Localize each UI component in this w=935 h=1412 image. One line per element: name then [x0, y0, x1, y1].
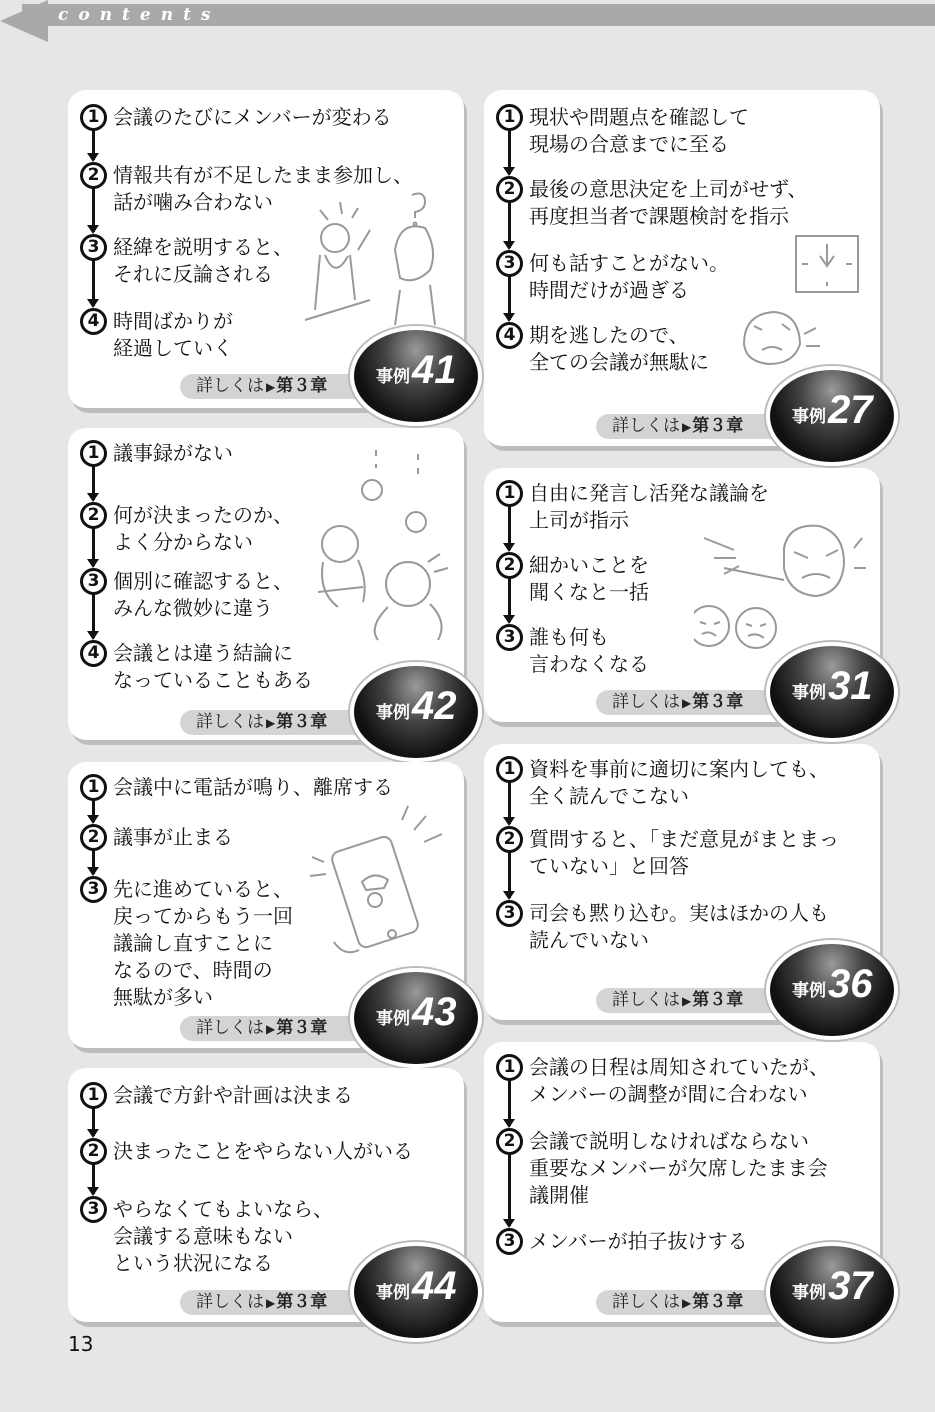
step-number: 2: [496, 176, 523, 203]
step-number: 2: [496, 1128, 523, 1155]
case-label: 事例: [376, 703, 410, 723]
angry-boss-illustration: [694, 508, 869, 658]
step-text: 細かいことを 聞くなと一括: [529, 553, 649, 604]
step-number: 3: [496, 1228, 523, 1255]
step-number: 1: [496, 104, 523, 131]
step-number: 3: [80, 568, 107, 595]
step-text: 会議のたびにメンバーが変わる: [113, 105, 392, 129]
confused-people-illustration: [308, 442, 458, 642]
step-text: 現状や問題点を確認して 現場の合意までに至る: [529, 105, 749, 156]
step-text: 議事が止まる: [113, 825, 233, 849]
step-text: 何も話すことがない。 時間だけが過ぎる: [529, 251, 729, 302]
step-number: 2: [80, 162, 107, 189]
step-number: 1: [496, 480, 523, 507]
step-text: 期を逃したので、 全ての会議が無駄に: [529, 323, 709, 374]
detail-label: 詳しくは: [612, 416, 680, 436]
play-triangle-icon: ▶: [266, 716, 276, 730]
case-label: 事例: [792, 407, 826, 427]
flow-arrow: [508, 506, 511, 550]
step-3: [80, 1196, 333, 1277]
step-number: 1: [80, 774, 107, 801]
detail-label: 詳しくは: [612, 1292, 680, 1312]
step-number: 1: [496, 1054, 523, 1081]
step-4: [496, 322, 709, 376]
case-badge: [766, 366, 898, 466]
play-triangle-icon: ▶: [682, 994, 692, 1008]
step-text: メンバーが拍子抜けする: [529, 1229, 748, 1253]
chapter-label: 第３章: [276, 712, 328, 732]
play-triangle-icon: ▶: [266, 1296, 276, 1310]
case-card-44[interactable]: [68, 1068, 464, 1322]
case-number: 41: [412, 348, 457, 392]
step-2: [496, 826, 839, 880]
case-number: 44: [412, 1264, 457, 1308]
step-number: 2: [80, 1138, 107, 1165]
step-text: 会議で説明しなければならない 重要なメンバーが欠席したまま会 議開催: [529, 1129, 828, 1207]
flow-arrow: [508, 130, 511, 174]
case-card-36[interactable]: [484, 744, 880, 1020]
step-text: 司会も黙り込む。実はほかの人も 読んでいない: [529, 901, 829, 952]
case-card-37[interactable]: [484, 1042, 880, 1322]
page-number: 13: [68, 1332, 94, 1356]
flow-arrow: [508, 852, 511, 898]
play-triangle-icon: ▶: [682, 1296, 692, 1310]
step-text: 会議で方針や計画は決まる: [113, 1083, 353, 1107]
step-text: 会議の日程は周知されていたが、 メンバーの調整が間に合わない: [529, 1055, 829, 1106]
case-card-41[interactable]: [68, 90, 464, 408]
step-1: [80, 440, 233, 467]
step-1: [496, 104, 749, 158]
step-3: [80, 876, 293, 1011]
step-text: 個別に確認すると、 みんな微妙に違う: [113, 569, 293, 620]
step-3: [80, 568, 293, 622]
case-badge: [766, 642, 898, 742]
step-number: 2: [80, 824, 107, 851]
detail-label: 詳しくは: [196, 1018, 264, 1038]
chapter-label: 第３章: [692, 416, 744, 436]
step-text: やらなくてもよいなら、 会議する意味もない という状況になる: [113, 1197, 333, 1275]
step-number: 4: [80, 308, 107, 335]
step-3: [496, 624, 649, 678]
header-title: contents: [58, 5, 221, 25]
detail-label: 詳しくは: [612, 692, 680, 712]
case-card-43[interactable]: [68, 762, 464, 1048]
flow-arrow: [508, 276, 511, 320]
step-text: 会議とは違う結論に なっていることもある: [113, 641, 313, 692]
detail-label: 詳しくは: [196, 712, 264, 732]
step-text: 先に進めていると、 戻ってからもう一回 議論し直すことに なるので、時間の 無駄が多い: [113, 877, 293, 1009]
case-label: 事例: [376, 1009, 410, 1029]
flow-arrow: [92, 466, 95, 500]
arguing-people-illustration: [300, 190, 440, 330]
flow-arrow: [508, 578, 511, 622]
step-number: 1: [80, 104, 107, 131]
step-1: [80, 1082, 353, 1109]
step-number: 3: [496, 900, 523, 927]
case-number: 37: [828, 1264, 873, 1308]
step-text: 最後の意思決定を上司がせず、 再度担当者で課題検討を指示: [529, 177, 808, 228]
step-2: [80, 502, 293, 556]
step-1: [80, 774, 393, 801]
chapter-label: 第３章: [276, 1018, 328, 1038]
case-badge: [350, 968, 482, 1068]
flow-arrow: [92, 1164, 95, 1194]
case-badge: [766, 1242, 898, 1342]
step-number: 3: [80, 1196, 107, 1223]
case-card-42[interactable]: [68, 428, 464, 740]
step-number: 2: [80, 502, 107, 529]
step-4: [80, 308, 233, 362]
step-number: 3: [80, 234, 107, 261]
case-label: 事例: [792, 683, 826, 703]
step-4: [80, 640, 313, 694]
case-label: 事例: [792, 981, 826, 1001]
step-3: [496, 1228, 748, 1255]
play-triangle-icon: ▶: [266, 380, 276, 394]
play-triangle-icon: ▶: [682, 420, 692, 434]
step-text: 会議中に電話が鳴り、離席する: [113, 775, 393, 799]
chapter-label: 第３章: [692, 692, 744, 712]
case-badge: [350, 326, 482, 426]
step-2: [496, 552, 649, 606]
step-number: 1: [496, 756, 523, 783]
step-number: 3: [496, 250, 523, 277]
flow-arrow: [508, 1154, 511, 1226]
step-2: [80, 1138, 413, 1165]
case-label: 事例: [376, 1283, 410, 1303]
flow-arrow: [508, 1080, 511, 1126]
back-arrow-icon: [0, 0, 48, 42]
step-text: 時間ばかりが 経過していく: [113, 309, 233, 360]
step-2: [80, 824, 233, 851]
chapter-label: 第３章: [692, 990, 744, 1010]
case-label: 事例: [792, 1283, 826, 1303]
case-badge: [350, 1242, 482, 1342]
step-text: 経緯を説明すると、 それに反論される: [113, 235, 293, 286]
case-number: 31: [828, 664, 873, 708]
flow-arrow: [92, 188, 95, 232]
flow-arrow: [92, 260, 95, 306]
step-3: [496, 250, 729, 304]
step-text: 何が決まったのか、 よく分からない: [113, 503, 293, 554]
case-card-31[interactable]: [484, 468, 880, 722]
case-badge: [350, 662, 482, 762]
step-number: 4: [80, 640, 107, 667]
step-text: 質問すると、「まだ意見がまとまっ ていない」と回答: [529, 827, 839, 878]
step-2: [496, 176, 807, 230]
step-1: [496, 756, 829, 810]
case-number: 36: [828, 962, 873, 1006]
flow-arrow: [92, 528, 95, 566]
step-text: 資料を事前に適切に案内しても、 全く読んでこない: [529, 757, 829, 808]
flow-arrow: [92, 800, 95, 822]
step-text: 議事録がない: [113, 441, 233, 465]
flow-arrow: [508, 782, 511, 824]
flow-arrow: [508, 202, 511, 248]
step-number: 1: [80, 1082, 107, 1109]
case-label: 事例: [376, 367, 410, 387]
step-text: 情報共有が不足したまま参加し、 話が噛み合わない: [113, 163, 413, 214]
step-number: 2: [496, 826, 523, 853]
case-card-27[interactable]: [484, 90, 880, 446]
step-3: [80, 234, 293, 288]
case-number: 42: [412, 684, 457, 728]
flow-arrow: [92, 850, 95, 874]
detail-label: 詳しくは: [196, 1292, 264, 1312]
chapter-label: 第３章: [276, 1292, 328, 1312]
chapter-label: 第３章: [276, 376, 328, 396]
ringing-phone-illustration: [304, 802, 454, 962]
step-1: [80, 104, 392, 131]
clock-and-sad-person-illustration: [734, 234, 864, 374]
case-number: 43: [412, 990, 457, 1034]
step-number: 4: [496, 322, 523, 349]
flow-arrow: [92, 130, 95, 160]
step-1: [496, 1054, 829, 1108]
case-badge: [766, 940, 898, 1040]
play-triangle-icon: ▶: [266, 1022, 276, 1036]
step-number: 1: [80, 440, 107, 467]
step-2: [496, 1128, 828, 1209]
flow-arrow: [92, 594, 95, 638]
step-text: 決まったことをやらない人がいる: [113, 1139, 413, 1163]
step-text: 自由に発言し活発な議論を 上司が指示: [529, 481, 769, 532]
step-text: 誰も何も 言わなくなる: [529, 625, 649, 676]
case-number: 27: [828, 388, 873, 432]
flow-arrow: [92, 1108, 95, 1136]
chapter-label: 第３章: [692, 1292, 744, 1312]
step-3: [496, 900, 829, 954]
detail-label: 詳しくは: [612, 990, 680, 1010]
step-number: 3: [496, 624, 523, 651]
play-triangle-icon: ▶: [682, 696, 692, 710]
step-number: 2: [496, 552, 523, 579]
step-number: 3: [80, 876, 107, 903]
detail-label: 詳しくは: [196, 376, 264, 396]
